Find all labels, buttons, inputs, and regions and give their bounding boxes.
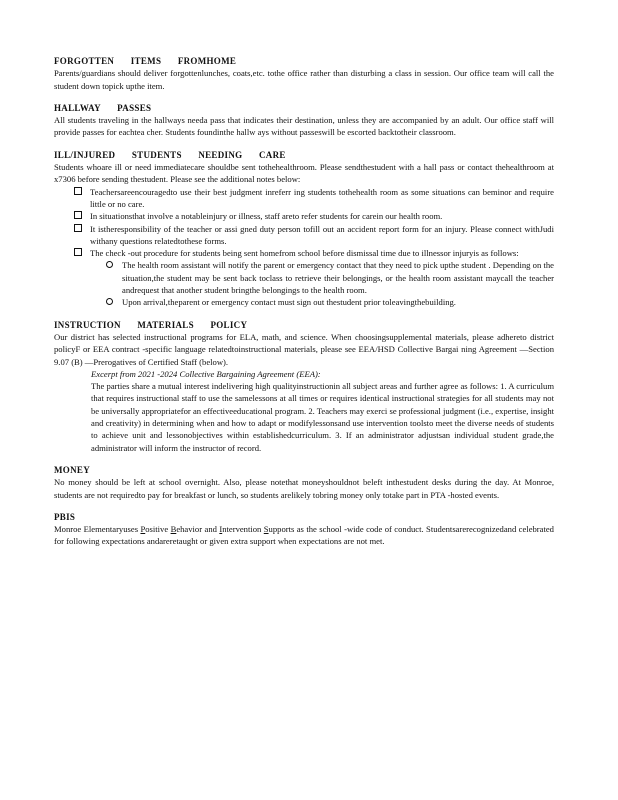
square-bullet-icon <box>74 211 82 219</box>
section-heading: PBIS <box>54 511 76 522</box>
list-item-text: In situationsthat involve a notableinjury or illness, staff areto refer students for carein our health room. <box>90 211 443 222</box>
list-item <box>74 223 554 248</box>
square-bullet-icon <box>74 248 82 256</box>
section-paragraph: Our district has selected instructional programs for ELA, math, and science. When choosingsupplemental materials, please adhereto district policyF or EEA contract -specific language relatedtoinstructional materials, please see EEA/HSD Collective Bargai ning Agreement —Section 9.07 (B) —Prerogatives of Certified Staff (below). <box>54 331 554 367</box>
circle-bullet-icon <box>106 261 113 268</box>
section-ill-injured <box>54 149 554 309</box>
sub-list-item-text: Upon arrival,theparent or emergency contact must sign out thestudent prior toleavingthebuilding. <box>122 297 456 308</box>
section-forgotten-items <box>54 55 554 92</box>
section-heading: INSTRUCTION MATERIALS POLICY <box>54 319 248 330</box>
square-bullet-icon <box>74 224 82 232</box>
excerpt-body: The parties share a mutual interest indelivering high qualityinstructionin all subject areas and further agree as follows: 1. A curriculum that requires instructional staff to use the samelessons at all times or requires identical instructional strategies for all students may not be universally appropriatefor an effectiveeducational program. 2. Teachers may exerci se professional judgment (i.e., expertise, insight and creativity) in determining when and how to adapt or modifylessonsand use intervention toolsto meet the diverse needs of students to achieve unit and lessonobjectives within establishedcurriculum. 3. If an administrator adjustsan individual student grade,the administrator will inform the instructor of record. <box>91 381 554 453</box>
square-bullet-icon <box>74 187 82 195</box>
section-instruction-materials <box>54 319 554 454</box>
document-content <box>54 55 554 558</box>
list-item <box>74 210 554 222</box>
pbis-text: ehavior and <box>176 524 220 535</box>
pbis-letter-p: P <box>140 524 146 535</box>
pbis-text: ositive <box>145 524 171 535</box>
section-heading: ILL/INJURED STUDENTS NEEDING CARE <box>54 149 286 160</box>
list-item-text: The check -out procedure for students being sent homefrom school before dismissal time due to illnessor injuryis as follows: <box>90 248 519 259</box>
section-paragraph: Students whoare ill or need immediatecare shouldbe sent tothehealthroom. Please sendthestudent with a hall pass or contact thehealthroom at x7306 before sending thestudent. Please see the additional notes below: <box>54 162 554 185</box>
list-item-text: It istheresponsibility of the teacher or assi gned duty person tofill out an accident report form for an injury. Please connect withJudi withany questions relatedtothese forms. <box>90 223 554 246</box>
section-paragraph: All students traveling in the hallways needa pass that indicates their destination, unless they are accompanied by an adult. Our office staff will provide passes for eachtea cher. Students foundinthe hallw ays without passeswill be escorted backtotheir classroom. <box>54 115 554 138</box>
bullet-list <box>54 186 554 309</box>
sub-list-item <box>106 296 554 308</box>
section-heading: MONEY <box>54 464 90 475</box>
circle-bullet-icon <box>106 298 113 305</box>
section-money <box>54 464 554 501</box>
pbis-letter-b: B <box>170 524 177 535</box>
section-heading: HALLWAY PASSES <box>54 102 152 113</box>
pbis-letter-i: I <box>219 524 223 535</box>
pbis-letter-s: S <box>263 524 269 535</box>
sub-bullet-list <box>90 259 554 308</box>
list-item <box>74 186 554 211</box>
pbis-text: Monroe Elementaryuses <box>54 524 141 535</box>
sub-list-item-text: The health room assistant will notify the parent or emergency contact that they need to pick upthe student . Depending on the situation,the student may be sent back toclass to retrieve their belongings, or the health room assistant maycall the teacher andrequest that another student bringthe belongings to the health room. <box>122 260 554 296</box>
excerpt-title: Excerpt from 2021 -2024 Collective Bargaining Agreement (EEA): <box>91 368 321 379</box>
list-item <box>74 247 554 308</box>
section-pbis <box>54 511 554 548</box>
sub-list-item <box>106 259 554 296</box>
section-paragraph: No money should be left at school overnight. Also, please notethat moneyshouldnot beleft inthestudent desks during the day. At Monroe, students are not requiredto pay for breakfast or lunch, so students arelikely tobring money only totake part in PTA -hosted events. <box>54 477 554 500</box>
section-paragraph: Parents/guardians should deliver forgottenlunches, coats,etc. tothe office rather than disturbing a class in session. Our office team will call the student down topick upthe item. <box>54 68 554 91</box>
pbis-text: upports as the school -wide code of conduct. Studentsarerecognizedand celebrated for following expectations andareretaught or given extra support when expectations are not met. <box>54 524 554 547</box>
section-heading: FORGOTTEN ITEMS FROMHOME <box>54 56 237 66</box>
contract-excerpt <box>91 368 554 454</box>
section-hallway-passes <box>54 102 554 139</box>
list-item-text: Teachersareencouragedto use their best judgment inreferr ing students tothehealth room as some situations can beminor and require little or no care. <box>90 186 554 209</box>
pbis-text: ntervention <box>222 524 264 535</box>
section-paragraph <box>54 523 554 548</box>
